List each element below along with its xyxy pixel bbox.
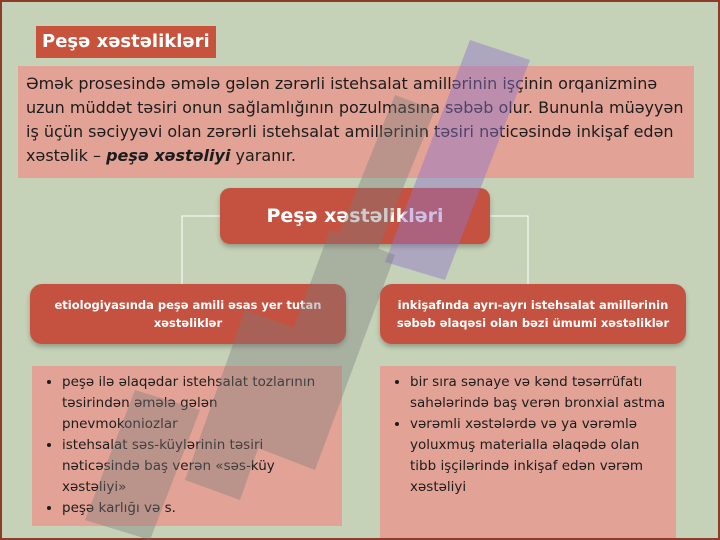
intro-paragraph — [18, 66, 694, 178]
intro-text-after: yaranır. — [230, 146, 296, 165]
list-item: • vərəmli xəstələrdə və ya vərəmlə yoluxmuş materialla əlaqədə olan tibb işçilərində inkişaf edən vərəm xəstəliyi — [410, 414, 666, 498]
connector-right — [490, 216, 528, 286]
left-branch-label: etiologiyasında peşə amili əsas yer tutan xəstəliklər — [54, 298, 322, 330]
right-examples-list — [388, 372, 666, 498]
list-item: • bir sıra sənaye və kənd təsərrüfatı sahələrində baş verən bronxial astma — [410, 372, 666, 414]
list-item: • istehsalat səs-küylərinin təsiri nəticəsində baş verən «səs-küy xəstəliyi» — [62, 435, 332, 498]
slide-title: Peşə xəstəlikləri — [36, 26, 216, 58]
diagram-center-node: Peşə xəstəlikləri — [220, 188, 490, 244]
diagram-right-branch — [380, 284, 686, 344]
intro-text-before: Əmək prosesində əmələ gələn zərərli istehsalat amillərinin işçinin orqanizminə uzun müddət təsiri onun sağlamlığının pozulmasına səbəb olur. Bununla müəyyən iş üçün səciyyəvi olan zərərli istehsalat amillərinin təsiri nəticəsində inkişaf edən xəstəlik – — [26, 74, 684, 165]
left-examples-list — [40, 372, 332, 519]
left-examples-box — [32, 366, 342, 526]
right-branch-label: inkişafında ayrı-ayrı istehsalat amillərinin səbəb əlaqəsi olan bəzi ümumi xəstəliklər — [396, 298, 670, 330]
intro-term: peşə xəstəliyi — [106, 146, 231, 165]
connector-left — [182, 216, 220, 286]
list-item: • peşə ilə əlaqədar istehsalat tozlarının təsirindən əmələ gələn pnevmokoniozlar — [62, 372, 332, 435]
list-item: • peşə karlığı və s. — [62, 498, 332, 519]
diagram-left-branch — [30, 284, 346, 344]
right-examples-box — [380, 366, 676, 538]
